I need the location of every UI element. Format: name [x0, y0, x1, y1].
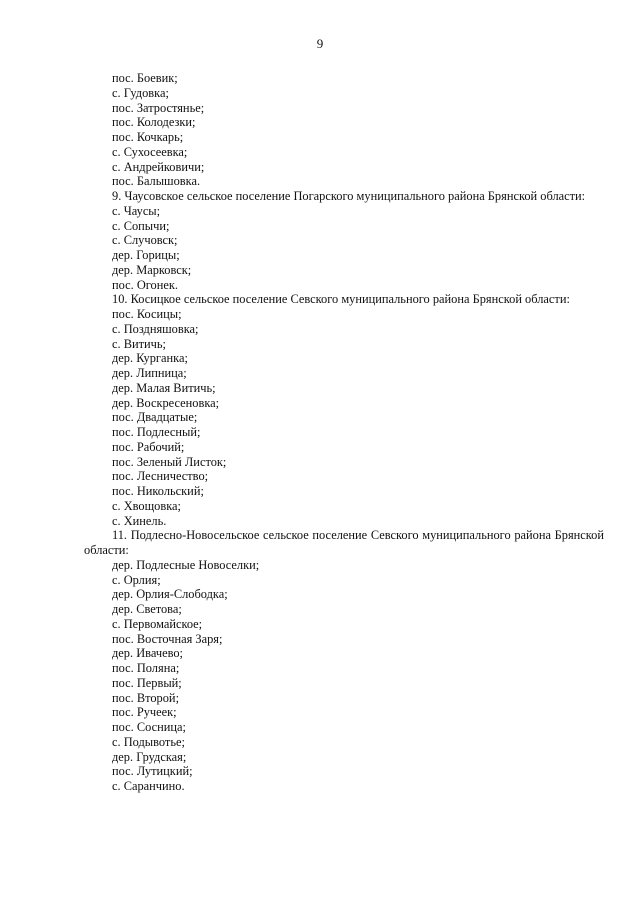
list-item: с. Подывотье; [112, 734, 185, 749]
list-item: дер. Липница; [112, 366, 187, 380]
list-item: дер. Орлия-Слободка; [112, 587, 228, 602]
document-body [84, 71, 604, 794]
list-item: пос. Рабочий; [112, 439, 185, 454]
list-item: пос. Первый; [112, 675, 182, 690]
list-item: с. Андрейковичи; [112, 159, 205, 174]
list-item: с. Гудовка; [112, 85, 169, 100]
list-item: с. Чаусы; [112, 203, 161, 218]
list-item: пос. Восточная Заря; [112, 631, 223, 646]
list-item: с. Орлия; [112, 572, 161, 587]
list-item: пос. Боевик; [112, 71, 178, 85]
list-item: дер. Грудская; [112, 749, 187, 764]
list-item: с. Хинель. [112, 513, 167, 528]
list-item: с. Сопычи; [112, 218, 170, 233]
list-item: пос. Огонек. [112, 277, 178, 292]
list-item: с. Хвощовка; [112, 498, 181, 513]
list-item: с. Сухосеевка; [112, 144, 188, 159]
list-item: дер. Марковск; [112, 262, 192, 277]
list-item: дер. Ивачево; [112, 646, 183, 661]
section-heading-11: 11. Подлесно-Новосельское сельское поселение Севского муниципального района Брянской области: [84, 528, 604, 557]
list-item: пос. Лутицкий; [112, 764, 193, 779]
settlement-list-10 [84, 307, 604, 528]
list-item: с. Первомайское; [112, 616, 203, 631]
list-item: с. Витичь; [112, 336, 166, 351]
page-number: 9 [316, 36, 324, 51]
list-item: пос. Двадцатые; [112, 410, 198, 425]
list-item: дер. Воскресеновка; [112, 395, 220, 410]
list-item: пос. Колодезки; [112, 115, 196, 130]
list-item: дер. Горицы; [112, 248, 180, 262]
list-item: пос. Зеленый Листок; [112, 454, 227, 469]
list-item: пос. Балышовка. [112, 174, 201, 189]
list-item: пос. Кочкарь; [112, 130, 184, 144]
section-heading-10: 10. Косицкое сельское поселение Севского муниципального района Брянской области: [112, 292, 570, 307]
list-item: пос. Поляна; [112, 661, 180, 675]
list-item: пос. Ручеек; [112, 705, 177, 720]
list-item: пос. Затростянье; [112, 100, 205, 115]
list-item: с. Саранчино. [112, 779, 185, 793]
list-item: дер. Светова; [112, 602, 182, 616]
list-item: дер. Подлесные Новоселки; [112, 557, 260, 572]
settlement-list-11 [84, 558, 604, 794]
settlement-list-continued [84, 71, 604, 189]
list-item: с. Случовск; [112, 233, 178, 248]
list-item: дер. Курганка; [112, 351, 188, 366]
settlement-list-9 [84, 204, 604, 293]
section-heading-9: 9. Чаусовское сельское поселение Погарского муниципального района Брянской области: [112, 189, 586, 203]
list-item: дер. Малая Витичь; [112, 380, 216, 395]
list-item: пос. Сосница; [112, 720, 186, 734]
list-item: пос. Косицы; [112, 307, 182, 321]
list-item: с. Поздняшовка; [112, 321, 199, 336]
list-item: пос. Никольский; [112, 484, 204, 498]
list-item: пос. Лесничество; [112, 469, 209, 484]
list-item: пос. Второй; [112, 690, 180, 705]
list-item: пос. Подлесный; [112, 425, 201, 439]
